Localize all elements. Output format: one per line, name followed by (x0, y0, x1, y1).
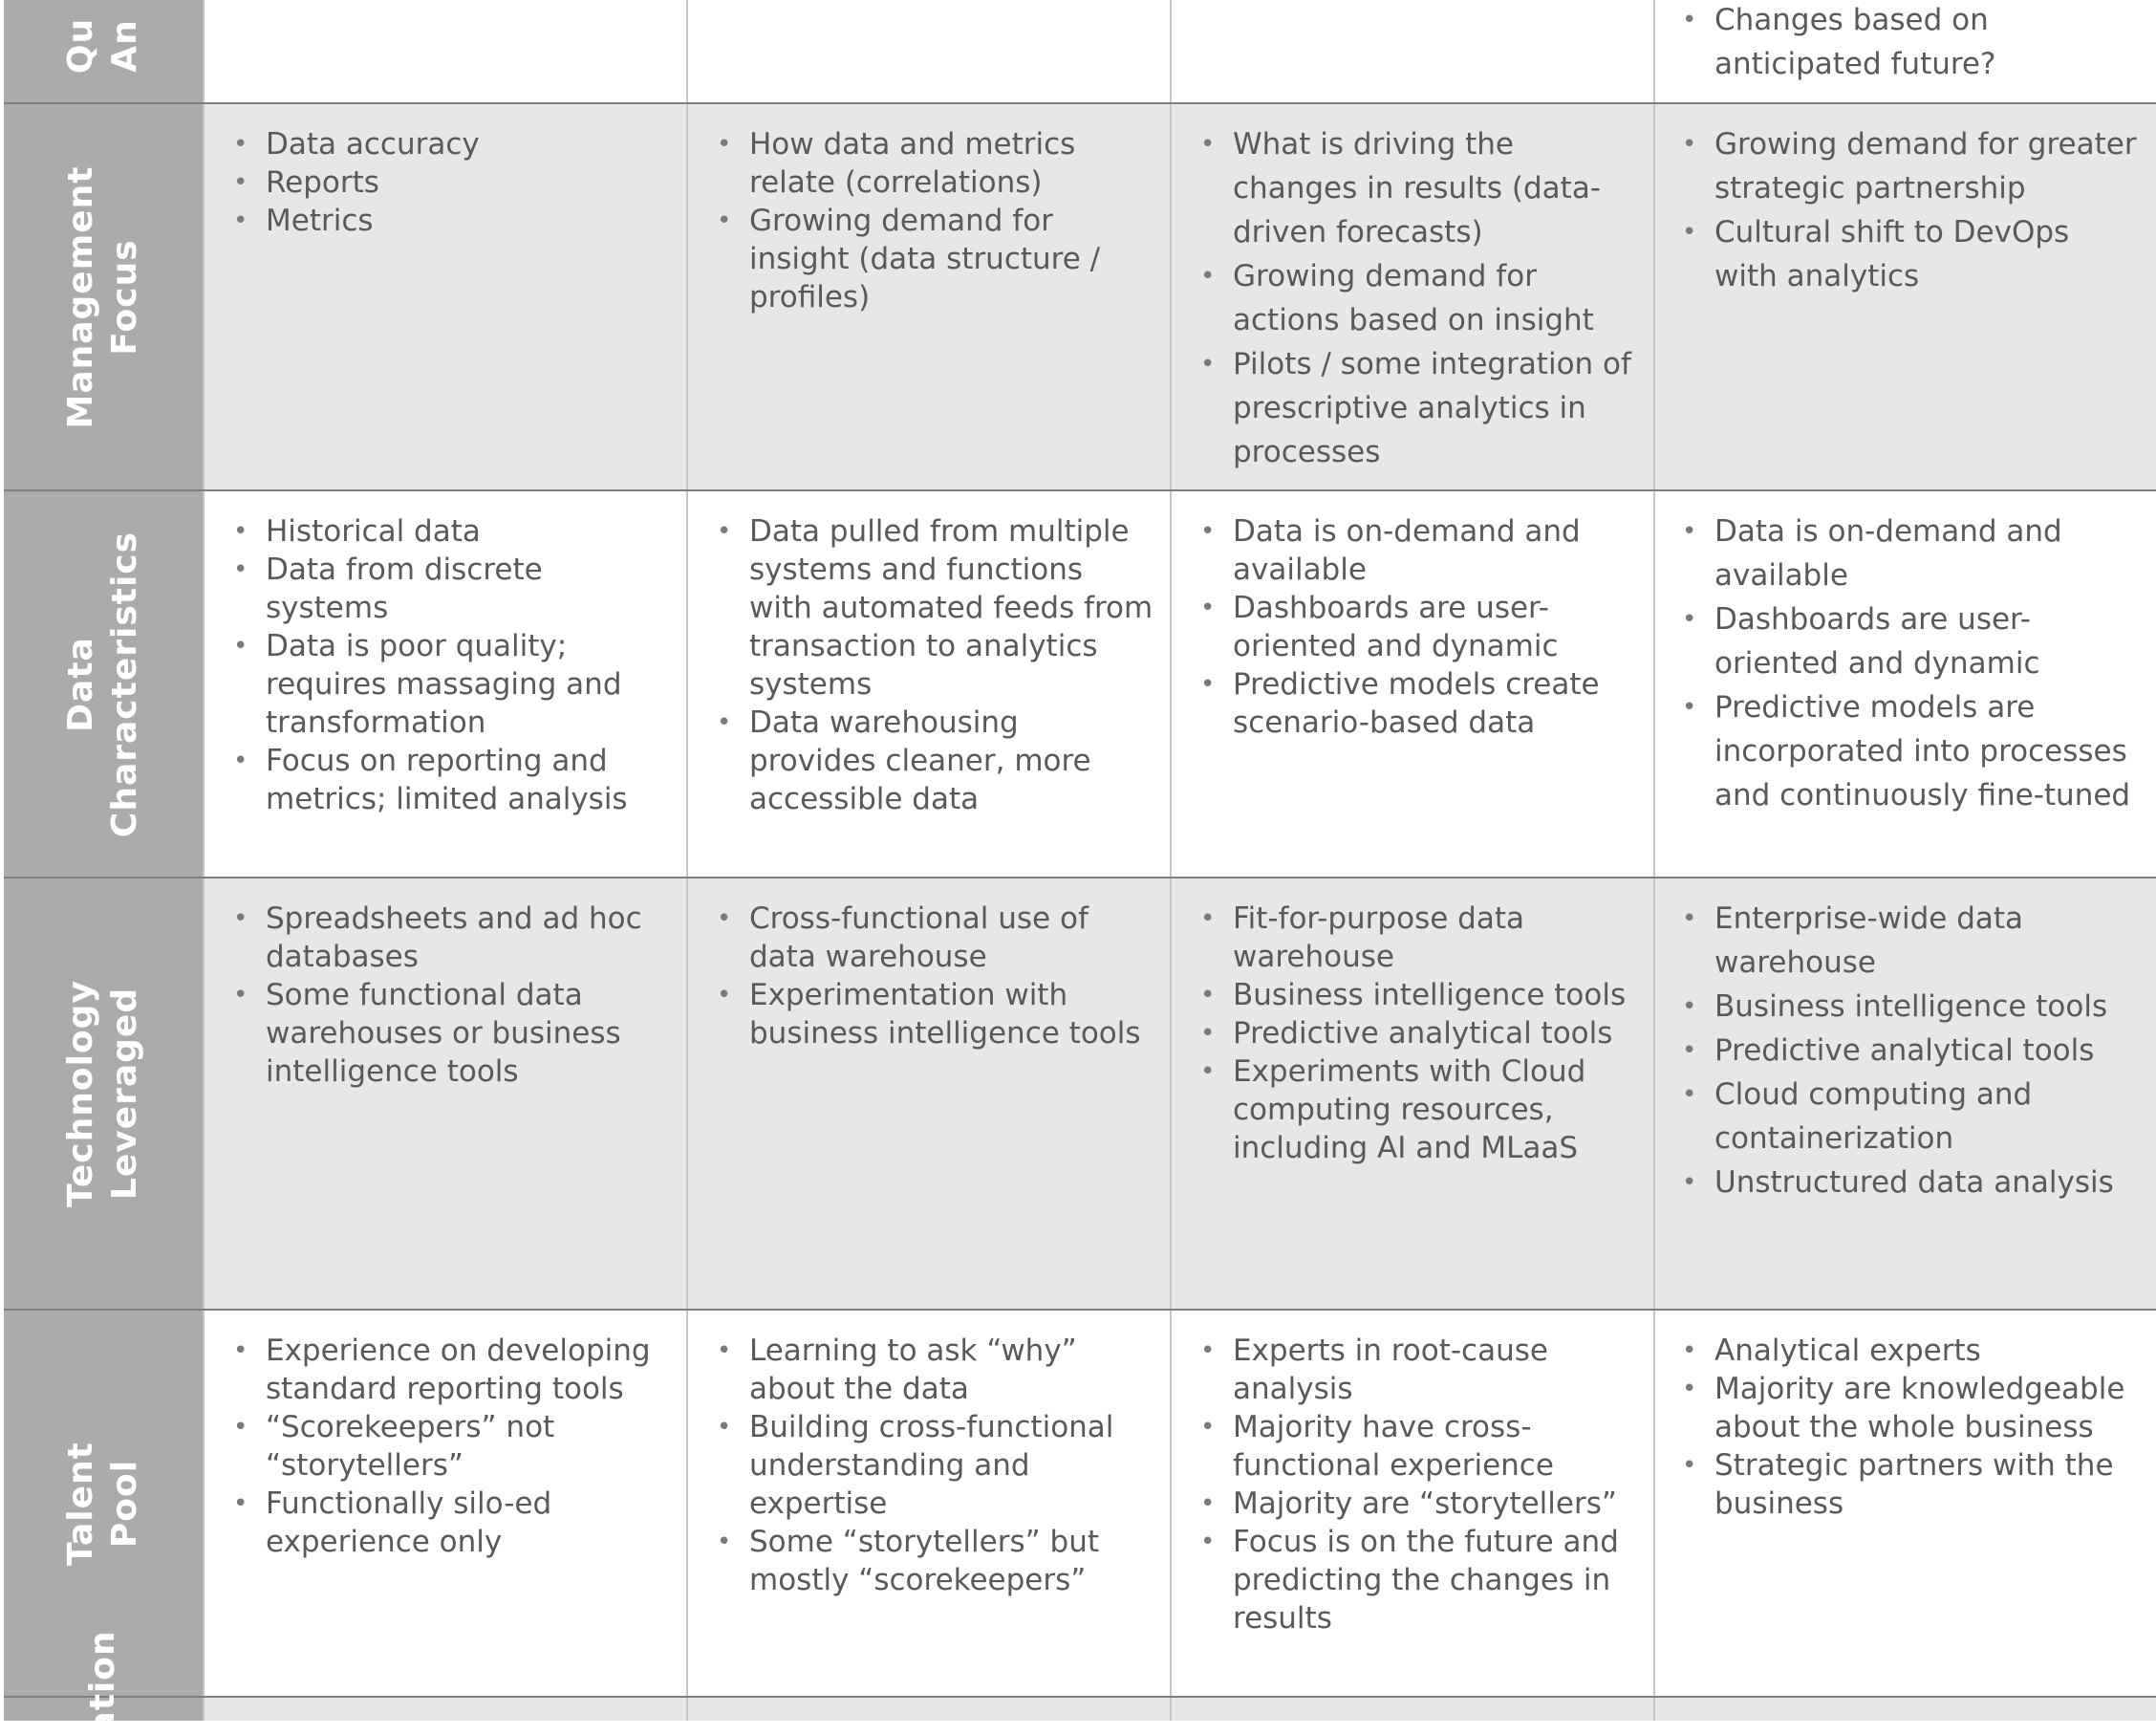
list-item: • Dashboards are user-oriented and dynamic (1195, 589, 1638, 665)
list-item: • Functionally silo-ed experience only (227, 1485, 671, 1561)
table-cell (1170, 0, 1653, 103)
table-row-bottom-partial (0, 1630, 2156, 1735)
list-item: • Experience on developing standard reporting tools (227, 1332, 671, 1408)
list-item: • Dashboards are user-oriented and dynamic (1676, 597, 2137, 685)
list-item: • Data warehousing provides cleaner, more accessible data (711, 704, 1154, 818)
table-row-questions (0, 0, 2156, 103)
row-label-line: Technology (61, 980, 100, 1207)
table-cell (1170, 104, 1653, 489)
list-item: • Cross-functional use of data warehouse (711, 900, 1154, 976)
list-item: • Data is on-demand and available (1676, 510, 2137, 597)
list-item: • Building cross-functional understanding and expertise (711, 1408, 1154, 1523)
row-label-line: Data (61, 636, 100, 732)
list-item: • How data and metrics relate (correlations) (711, 125, 1154, 202)
row-label-line: Characteristics (105, 531, 144, 837)
list-item: • Some functional data warehouses or business intelligence tools (227, 976, 671, 1091)
list-item: • Experiments with Cloud computing resources, including AI and MLaaS (1195, 1052, 1638, 1167)
row-label-data-characteristics (4, 491, 203, 877)
list-item: • Focus is on the future and predicting the changes in results (1195, 1523, 1638, 1637)
list-item: • Strategic partners with the business (1676, 1446, 2137, 1523)
list-item: • Predictive analytical tools (1195, 1014, 1638, 1052)
list-item: • Growing demand for greater strategic partnership (1676, 122, 2137, 210)
list-item: • Predictive models create scenario-based data (1195, 665, 1638, 742)
list-item: • Business intelligence tools (1195, 976, 1638, 1014)
list-item: • Cultural shift to DevOps with analytics (1676, 210, 2137, 298)
list-item: • Cloud computing and containerization (1676, 1073, 2137, 1160)
list-item: • Changes based on anticipated future? (1676, 0, 2137, 86)
list-item: • Fit-for-purpose data warehouse (1195, 900, 1638, 976)
table-cell (1653, 491, 2156, 877)
table-cell (1170, 878, 1653, 1309)
table-cell (686, 878, 1170, 1309)
table-cell (203, 1698, 686, 1721)
table-cell (686, 0, 1170, 103)
table-cell (203, 1311, 686, 1696)
list-item: • Business intelligence tools (1676, 985, 2137, 1029)
table-cell (1653, 0, 2156, 103)
list-item: • Pilots / some integration of prescriptive analytics in processes (1195, 342, 1638, 474)
row-label-questions (4, 0, 203, 103)
list-item: • Growing demand for actions based on insight (1195, 254, 1638, 342)
list-item: • Experts in root-cause analysis (1195, 1332, 1638, 1408)
list-item: • Data is on-demand and available (1195, 512, 1638, 589)
row-label-line: Leveraged (105, 987, 144, 1201)
list-item: • Predictive analytical tools (1676, 1029, 2137, 1073)
list-item: • Some “storytellers” but mostly “scorekeepers” (711, 1523, 1154, 1599)
list-item: • Enterprise-wide data warehouse (1676, 897, 2137, 985)
table-cell (203, 104, 686, 489)
table-cell (1170, 1698, 1653, 1721)
list-item: • Learning to ask “why” about the data (711, 1332, 1154, 1408)
list-item: • Experimentation with business intelligence tools (711, 976, 1154, 1052)
row-label-line: An (105, 19, 144, 73)
list-item: • Data is poor quality; requires massaging and transformation (227, 627, 671, 742)
list-item: • Majority are “storytellers” (1195, 1485, 1638, 1523)
table-cell (686, 1311, 1170, 1696)
row-label-technology-leveraged (4, 878, 203, 1309)
list-item: • Data accuracy (227, 125, 671, 163)
list-item: • Growing demand for insight (data structure / profiles) (711, 202, 1154, 316)
table-cell (1653, 1311, 2156, 1696)
table-cell (1653, 878, 2156, 1309)
row-label-line: Management (61, 165, 100, 428)
table-cell (686, 491, 1170, 877)
table-row-talent-pool (0, 1311, 2156, 1696)
list-item: • Focus on reporting and metrics; limited analysis (227, 742, 671, 818)
row-label-line: ation (83, 1630, 122, 1735)
table-cell (1653, 104, 2156, 489)
table-cell (686, 104, 1170, 489)
table-cell (1170, 1311, 1653, 1696)
table-row-management-focus (0, 104, 2156, 489)
table-cell (1170, 491, 1653, 877)
row-label-management-focus (4, 104, 203, 489)
table-cell (203, 878, 686, 1309)
table-row-data-characteristics (0, 491, 2156, 877)
list-item: • Majority are knowledgeable about the whole business (1676, 1370, 2137, 1446)
list-item: • Reports (227, 163, 671, 202)
list-item: • “Scorekeepers” not “storytellers” (227, 1408, 671, 1485)
list-item: • Analytical experts (1676, 1332, 2137, 1370)
row-label-bottom-partial (4, 1630, 203, 1735)
list-item: • Unstructured data analysis (1676, 1160, 2137, 1204)
list-item: • Historical data (227, 512, 671, 551)
list-item: • What is driving the changes in results (data-driven forecasts) (1195, 122, 1638, 254)
table-row-technology-leveraged (0, 878, 2156, 1309)
row-label-line: Focus (105, 238, 144, 356)
list-item: • Data pulled from multiple systems and functions with automated feeds from transaction to analytics systems (711, 512, 1154, 704)
list-item: • Metrics (227, 202, 671, 240)
list-item: • Data from discrete systems (227, 551, 671, 627)
list-item: • Predictive models are incorporated into processes and continuously fine-tuned (1676, 685, 2137, 817)
table-cell (203, 491, 686, 877)
table-cell (203, 0, 686, 103)
table-cell (686, 1698, 1170, 1721)
row-label-line: Qu (61, 17, 100, 75)
row-label-line: Talent (61, 1441, 100, 1566)
row-label-line: Pool (105, 1459, 144, 1548)
list-item: • Majority have cross-functional experience (1195, 1408, 1638, 1485)
table-cell (1653, 1698, 2156, 1721)
list-item: • Spreadsheets and ad hoc databases (227, 900, 671, 976)
